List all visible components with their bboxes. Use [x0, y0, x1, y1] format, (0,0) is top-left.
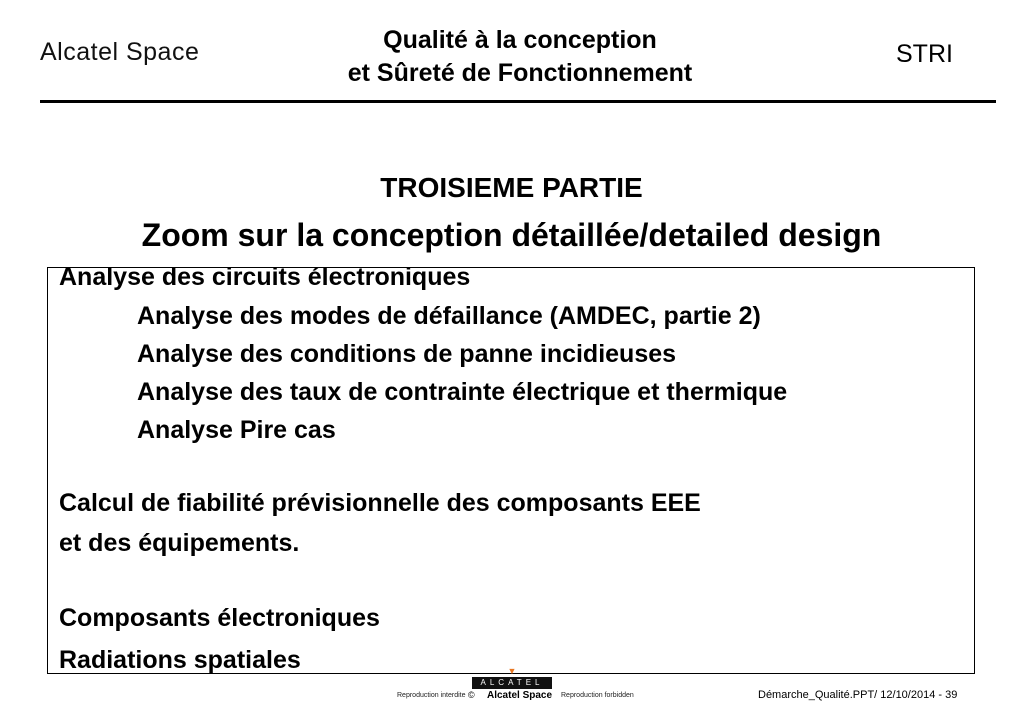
- section-title: TROISIEME PARTIE: [380, 172, 643, 203]
- section-subtitle: Zoom sur la conception détaillée/detailed design: [141, 217, 882, 253]
- content-line: Analyse des modes de défaillance (AMDEC, partie 2): [137, 302, 761, 330]
- content-line: Analyse des conditions de panne incidieuses: [137, 340, 677, 368]
- content-line: Radiations spatiales: [59, 646, 301, 674]
- footer-reproduction-en: Reproduction forbidden: [561, 692, 634, 699]
- content-line: Analyse des circuits électroniques: [59, 263, 471, 291]
- header-divider: [40, 100, 996, 103]
- alcatel-space-logo: Alcatel Space: [40, 38, 200, 66]
- content-box: [47, 263, 975, 674]
- header-title-line-1: Qualité à la conception: [383, 26, 657, 54]
- footer-brand: Alcatel Space: [487, 690, 553, 701]
- header-right-label: STRI: [896, 40, 953, 68]
- header-title: [270, 24, 770, 90]
- header-title-line-2: et Sûreté de Fonctionnement: [347, 59, 693, 87]
- content-line: Composants électroniques: [59, 604, 380, 632]
- footer-copyright: ©: [468, 690, 475, 700]
- footer-doc-reference: Démarche_Qualité.PPT/ 12/10/2014 - 39: [758, 689, 958, 701]
- triangle-icon: ▼: [507, 666, 517, 676]
- alcatel-wordmark: ALCATEL: [472, 677, 552, 689]
- content-line: Calcul de fiabilité prévisionnelle des composants EEE: [59, 489, 701, 517]
- content-line: et des équipements.: [59, 529, 300, 557]
- content-line: Analyse Pire cas: [137, 416, 336, 444]
- footer-reproduction-fr: Reproduction interdite: [397, 692, 466, 699]
- content-line: Analyse des taux de contrainte électrique et thermique: [137, 378, 788, 406]
- alcatel-footer-logo: [472, 667, 552, 689]
